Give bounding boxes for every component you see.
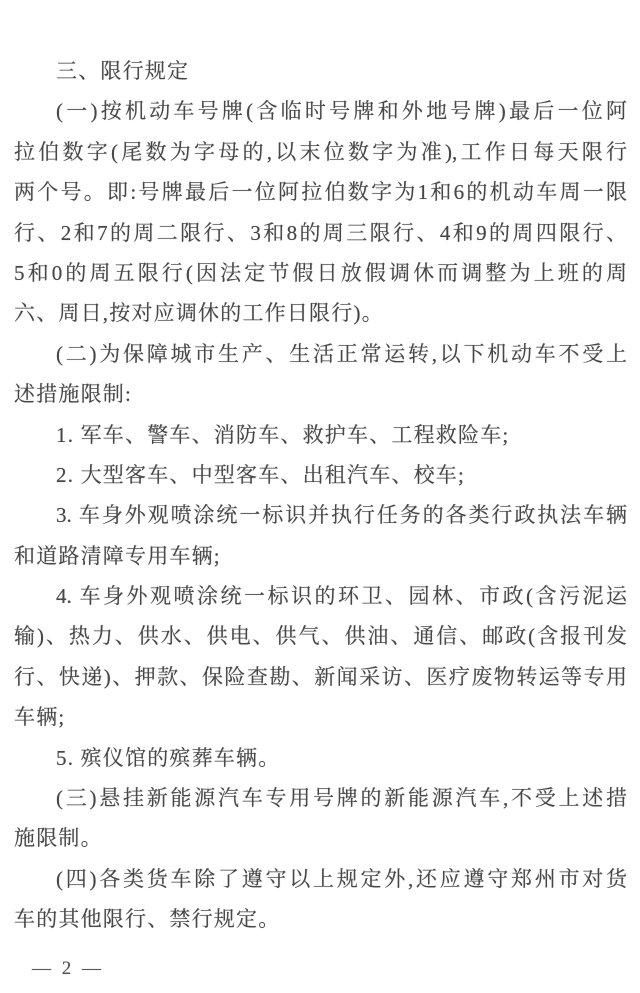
text-line: 车的其他限行、禁行规定。 — [14, 907, 281, 932]
text-line: 输)、热力、供水、供电、供气、供油、通信、邮政(含报刊发 — [14, 624, 627, 649]
text-line: (一)按机动车号牌(含临时号牌和外地号牌)最后一位阿 — [56, 99, 627, 124]
text-line: 车辆; — [14, 705, 66, 730]
document-body — [14, 51, 627, 940]
text-line: (三)悬挂新能源汽车专用号牌的新能源汽车,不受上述措 — [56, 786, 627, 811]
list-item: 4. 车身外观喷涂统一标识的环卫、园林、市政(含污泥运 — [56, 584, 627, 609]
text-line: 和道路清障专用车辆; — [14, 543, 221, 568]
text-line: 5和0的周五限行(因法定节假日放假调休而调整为上班的周 — [14, 260, 627, 285]
text-line: (二)为保障城市生产、生活正常运转,以下机动车不受上 — [56, 341, 627, 366]
text-line: 施限制。 — [14, 826, 103, 851]
list-item: 5. 殡仪馆的殡葬车辆。 — [56, 745, 281, 770]
text-line: 六、周日,按对应调休的工作日限行)。 — [14, 301, 384, 326]
text-line: (四)各类货车除了遵守以上规定外,还应遵守郑州市对货 — [56, 866, 627, 891]
text-line: 两个号。即:号牌最后一位阿拉伯数字为1和6的机动车周一限 — [14, 180, 627, 205]
list-item: 1. 军车、警车、消防车、救护车、工程救险车; — [56, 422, 510, 447]
text-line: 拉伯数字(尾数为字母的,以末位数字为准),工作日每天限行 — [14, 139, 627, 164]
page-number: — 2 — — [32, 958, 104, 979]
text-line: 述措施限制: — [14, 382, 133, 407]
section-heading: 三、限行规定 — [56, 59, 190, 83]
list-item: 2. 大型客车、中型客车、出租汽车、校车; — [56, 462, 466, 487]
list-item: 3. 车身外观喷涂统一标识并执行任务的各类行政执法车辆 — [56, 503, 627, 528]
text-line: 行、快递)、押款、保险查勘、新闻采访、医疗废物转运等专用 — [14, 664, 627, 689]
text-line: 行、2和7的周二限行、3和8的周三限行、4和9的周四限行、 — [14, 220, 627, 245]
